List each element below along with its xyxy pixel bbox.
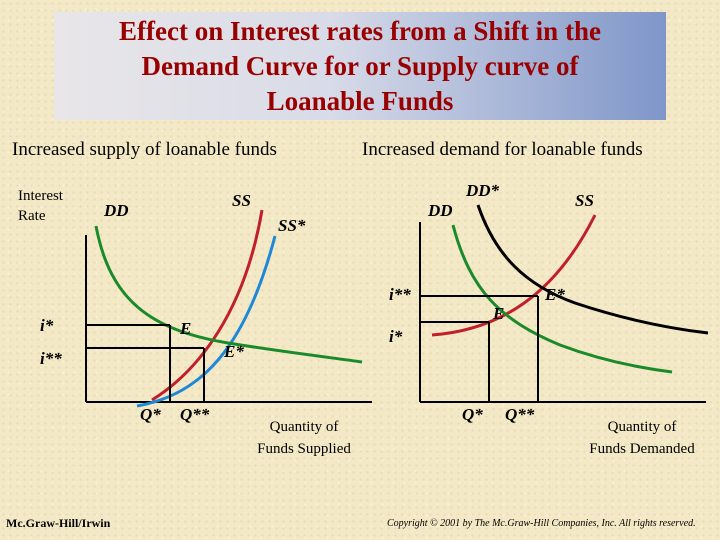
right-panel-heading: Increased demand for loanable funds (362, 139, 643, 160)
publisher-footer: Mc.Graw-Hill/Irwin (6, 516, 111, 530)
right-dd-star-curve (478, 205, 708, 333)
copyright-footer: Copyright © 2001 by The Mc.Graw-Hill Companies, Inc. All rights reserved. (387, 518, 696, 529)
left-panel (18, 188, 372, 457)
left-x-label-2: Funds Supplied (257, 441, 351, 457)
right-q-star-star-label: Q** (505, 405, 535, 424)
left-i-star-label: i* (40, 316, 54, 335)
right-q-star-label: Q* (462, 405, 483, 424)
right-dd-label: DD (428, 201, 453, 220)
right-e-label: E (493, 304, 505, 323)
left-dd-label: DD (104, 201, 129, 220)
left-i-star-star-label: i** (40, 349, 62, 368)
right-ss-label: SS (575, 191, 594, 210)
left-panel-heading: Increased supply of loanable funds (12, 139, 277, 160)
left-q-star-star-label: Q** (180, 405, 210, 424)
left-ss-label: SS (232, 191, 251, 210)
left-ss-star-label: SS* (278, 216, 306, 235)
left-y-label-2: Rate (18, 208, 46, 224)
right-x-label-2: Funds Demanded (589, 441, 695, 457)
right-e-star-label: E* (545, 285, 565, 304)
right-dd-star-label: DD* (466, 181, 500, 200)
left-e-label: E (180, 319, 192, 338)
left-q-star-label: Q* (140, 405, 161, 424)
title-line-2: Demand Curve for or Supply curve of (141, 51, 579, 81)
right-i-star-star-label: i** (389, 285, 411, 304)
right-x-label-1: Quantity of (607, 419, 677, 435)
left-e-star-label: E* (224, 342, 244, 361)
title-line-1: Effect on Interest rates from a Shift in the (119, 16, 601, 46)
right-i-star-label: i* (389, 327, 403, 346)
right-panel (389, 181, 708, 457)
title-line-3: Loanable Funds (266, 86, 454, 116)
left-y-label-1: Interest (18, 188, 63, 204)
left-x-label-1: Quantity of (269, 419, 339, 435)
